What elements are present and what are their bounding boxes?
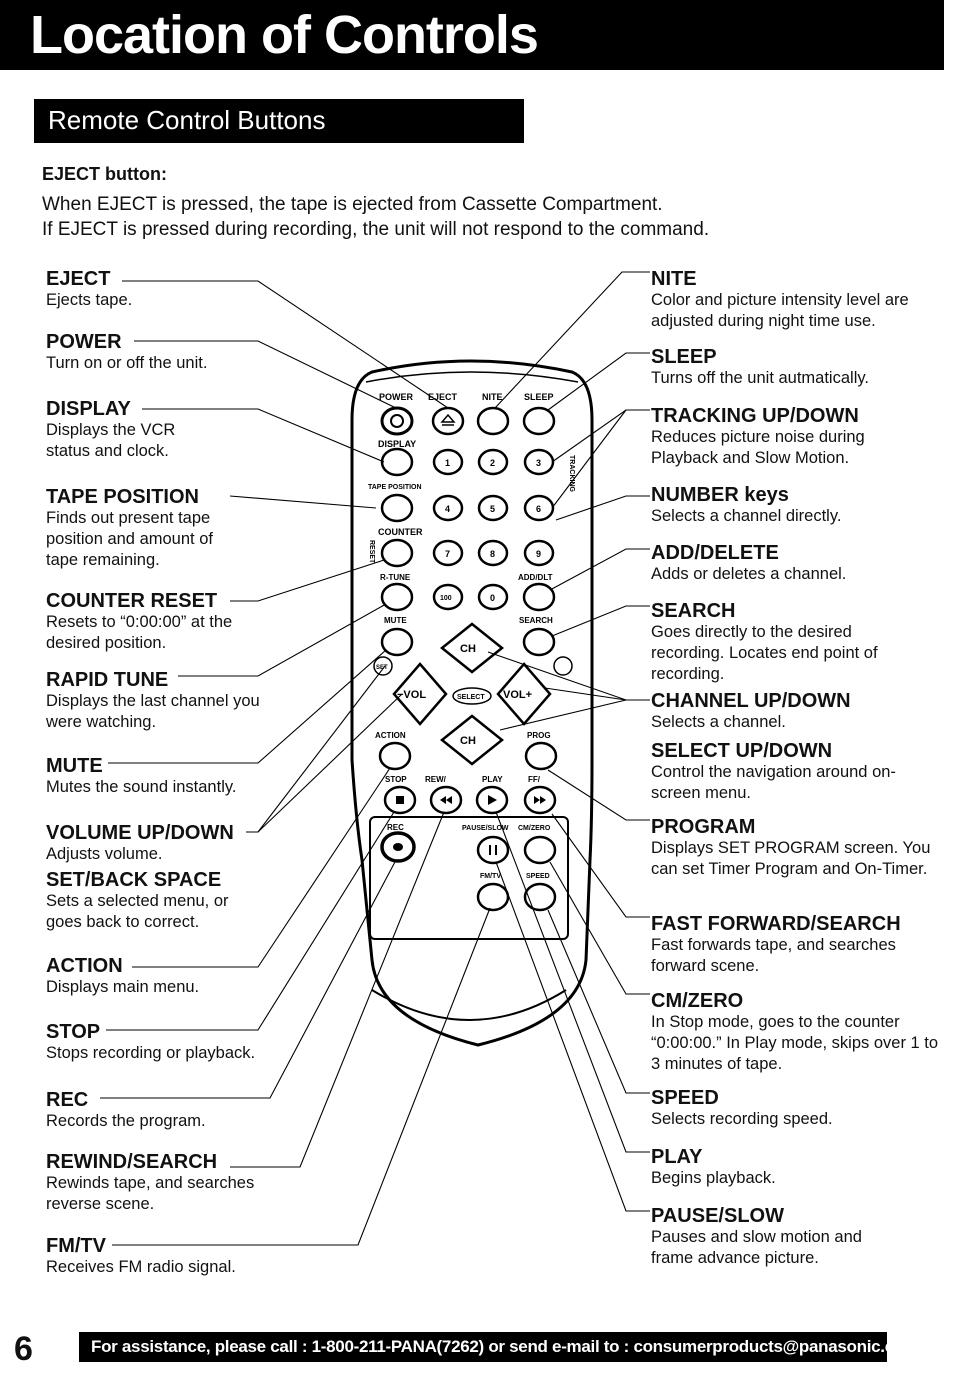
right-item-nite — [651, 268, 941, 332]
left-item-volume — [46, 822, 306, 865]
right-item-number-keys — [651, 484, 941, 527]
right-item-sleep — [651, 346, 941, 389]
item-desc: Begins playback. — [651, 1169, 776, 1187]
remote-label-cm-zero: CM/ZERO — [518, 825, 551, 832]
left-item-stop — [46, 1021, 306, 1064]
remote-label-reset: RESET — [368, 540, 375, 564]
item-desc: Turns off the unit autmatically. — [651, 369, 869, 387]
right-item-program — [651, 816, 941, 880]
right-item-channel — [651, 690, 941, 733]
eject-info-line-2: If EJECT is pressed during recording, the unit will not respond to the command. — [42, 219, 710, 240]
svg-text:CH: CH — [460, 643, 476, 655]
left-item-power — [46, 331, 306, 374]
item-desc: Displays the last channel you were watching. — [46, 692, 260, 731]
eject-info-heading: EJECT button: — [42, 164, 167, 184]
item-title: SEARCH — [651, 600, 736, 622]
footer-text: For assistance, please call : 1-800-211-PANA(7262) or send e-mail to : consumerproducts@panasonic.com — [91, 1337, 919, 1356]
remote-label-display: DISPLAY — [378, 439, 417, 449]
item-desc: Receives FM radio signal. — [46, 1258, 236, 1276]
remote-label-rew: REW/ — [425, 775, 446, 784]
page-title: Location of Controls — [30, 5, 538, 65]
item-desc: In Stop mode, goes to the counter “0:00:00.” In Play mode, skips over 1 to 3 minutes of tape. — [651, 1013, 939, 1073]
item-desc: Selects a channel directly. — [651, 507, 842, 525]
item-title: TRACKING UP/DOWN — [651, 405, 859, 427]
item-title: DISPLAY — [46, 398, 131, 420]
left-item-eject — [46, 268, 306, 311]
svg-text:9: 9 — [536, 549, 542, 559]
item-desc: Selects recording speed. — [651, 1110, 833, 1128]
right-item-speed — [651, 1087, 941, 1130]
svg-text:4: 4 — [445, 504, 451, 514]
item-title: POWER — [46, 331, 122, 353]
item-title: VOLUME UP/DOWN — [46, 822, 234, 844]
item-title: FM/TV — [46, 1235, 106, 1257]
remote-label-action: ACTION — [375, 731, 406, 740]
item-desc: Goes directly to the desired recording. Locates end point of recording. — [651, 623, 878, 683]
item-desc: Displays the VCR status and clock. — [46, 421, 176, 460]
remote-label-play: PLAY — [482, 775, 503, 784]
svg-text:5: 5 — [490, 504, 496, 514]
left-item-tape-position — [46, 486, 246, 571]
item-desc: Resets to “0:00:00” at the desired position. — [46, 613, 233, 652]
item-title: FAST FORWARD/SEARCH — [651, 913, 901, 935]
svg-text:SET: SET — [376, 665, 388, 671]
svg-text:7: 7 — [445, 549, 451, 559]
right-item-select — [651, 740, 911, 804]
item-title: NUMBER keys — [651, 484, 789, 506]
item-title: REWIND/SEARCH — [46, 1151, 218, 1173]
item-title: RAPID TUNE — [46, 669, 169, 691]
remote-label-r-tune: R-TUNE — [380, 573, 411, 582]
remote-label-eject: EJECT — [428, 392, 458, 402]
item-desc: Mutes the sound instantly. — [46, 778, 237, 796]
item-title: ACTION — [46, 955, 123, 977]
left-item-rapid-tune — [46, 669, 266, 733]
item-desc: Records the program. — [46, 1112, 206, 1130]
remote-label-pause-slow: PAUSE/SLOW — [462, 825, 509, 832]
item-desc: Rewinds tape, and searches reverse scene. — [46, 1174, 255, 1213]
svg-text:100: 100 — [440, 595, 452, 602]
item-title: SET/BACK SPACE — [46, 869, 222, 891]
svg-text:−VOL: −VOL — [397, 689, 427, 701]
item-desc: Adds or deletes a channel. — [651, 565, 847, 583]
item-title: MUTE — [46, 755, 103, 777]
item-title: TAPE POSITION — [46, 486, 199, 508]
svg-text:8: 8 — [490, 549, 496, 559]
left-item-rec — [46, 1089, 306, 1132]
left-item-set-back — [46, 869, 266, 933]
item-title: SELECT UP/DOWN — [651, 740, 833, 762]
item-title: EJECT — [46, 268, 111, 290]
item-title: ADD/DELETE — [651, 542, 779, 564]
right-item-cm-zero — [651, 990, 941, 1075]
item-desc: Reduces picture noise during Playback and Slow Motion. — [651, 428, 865, 467]
left-item-display — [46, 398, 216, 462]
right-item-add-delete — [651, 542, 941, 585]
remote-label-add-dlt: ADD/DLT — [518, 573, 553, 582]
eject-info-line-1: When EJECT is pressed, the tape is ejected from Cassette Compartment. — [42, 194, 663, 215]
item-desc: Adjusts volume. — [46, 845, 163, 863]
svg-text:2: 2 — [490, 458, 496, 468]
remote-label-power: POWER — [379, 392, 414, 402]
svg-text:3: 3 — [536, 458, 542, 468]
item-title: PAUSE/SLOW — [651, 1205, 784, 1227]
svg-text:0: 0 — [490, 593, 496, 603]
item-desc: Sets a selected menu, or goes back to correct. — [46, 892, 229, 931]
left-item-fm-tv — [46, 1235, 306, 1278]
item-title: CHANNEL UP/DOWN — [651, 690, 851, 712]
item-desc: Finds out present tape position and amount of tape remaining. — [46, 509, 213, 569]
remote-label-mute: MUTE — [384, 616, 407, 625]
remote-label-sleep: SLEEP — [524, 392, 554, 402]
remote-label-rec: REC — [387, 823, 404, 832]
item-desc: Color and picture intensity level are adjusted during night time use. — [651, 291, 909, 330]
left-item-counter-reset — [46, 590, 246, 654]
remote-label-speed: SPEED — [526, 873, 550, 880]
item-title: NITE — [651, 268, 697, 290]
item-desc: Stops recording or playback. — [46, 1044, 256, 1062]
remote-label-tracking: TRACKING — [568, 455, 575, 492]
svg-text:SELECT: SELECT — [457, 694, 485, 701]
item-desc: Pauses and slow motion and frame advance picture. — [651, 1228, 862, 1267]
item-desc: Selects a channel. — [651, 713, 786, 731]
right-item-search — [651, 600, 901, 685]
right-item-tracking — [651, 405, 901, 469]
remote-label-counter: COUNTER — [378, 527, 423, 537]
page-number: 6 — [14, 1330, 33, 1368]
item-title: STOP — [46, 1021, 101, 1043]
right-item-fast-forward — [651, 913, 901, 977]
svg-text:VOL+: VOL+ — [503, 689, 533, 701]
remote-label-search: SEARCH — [519, 616, 553, 625]
right-item-play — [651, 1146, 941, 1189]
item-title: CM/ZERO — [651, 990, 744, 1012]
right-item-pause-slow — [651, 1205, 901, 1269]
remote-label-nite: NITE — [482, 392, 503, 402]
left-item-action — [46, 955, 306, 998]
svg-text:6: 6 — [536, 504, 542, 514]
item-desc: Displays SET PROGRAM screen. You can set Timer Program and On-Timer. — [651, 839, 931, 878]
remote-label-ff: FF/ — [528, 775, 540, 784]
item-title: PROGRAM — [651, 816, 756, 838]
remote-label-stop: STOP — [385, 775, 407, 784]
left-item-mute — [46, 755, 306, 798]
item-title: COUNTER RESET — [46, 590, 218, 612]
item-title: SPEED — [651, 1087, 719, 1109]
footer-bar — [79, 1332, 919, 1362]
item-title: PLAY — [651, 1146, 703, 1168]
remote-label-tape-position: TAPE POSITION — [368, 484, 422, 491]
item-desc: Ejects tape. — [46, 291, 133, 309]
item-title: REC — [46, 1089, 89, 1111]
svg-text:1: 1 — [445, 458, 451, 468]
item-desc: Displays main menu. — [46, 978, 200, 996]
svg-text:CH: CH — [460, 735, 476, 747]
item-title: SLEEP — [651, 346, 717, 368]
remote-label-fm-tv: FM/TV — [480, 873, 501, 880]
item-desc: Control the navigation around on-screen menu. — [651, 763, 896, 802]
left-item-rewind — [46, 1151, 296, 1215]
item-desc: Turn on or off the unit. — [46, 354, 208, 372]
remote-label-prog: PROG — [527, 731, 551, 740]
section-title: Remote Control Buttons — [48, 105, 326, 135]
item-desc: Fast forwards tape, and searches forward scene. — [651, 936, 896, 975]
